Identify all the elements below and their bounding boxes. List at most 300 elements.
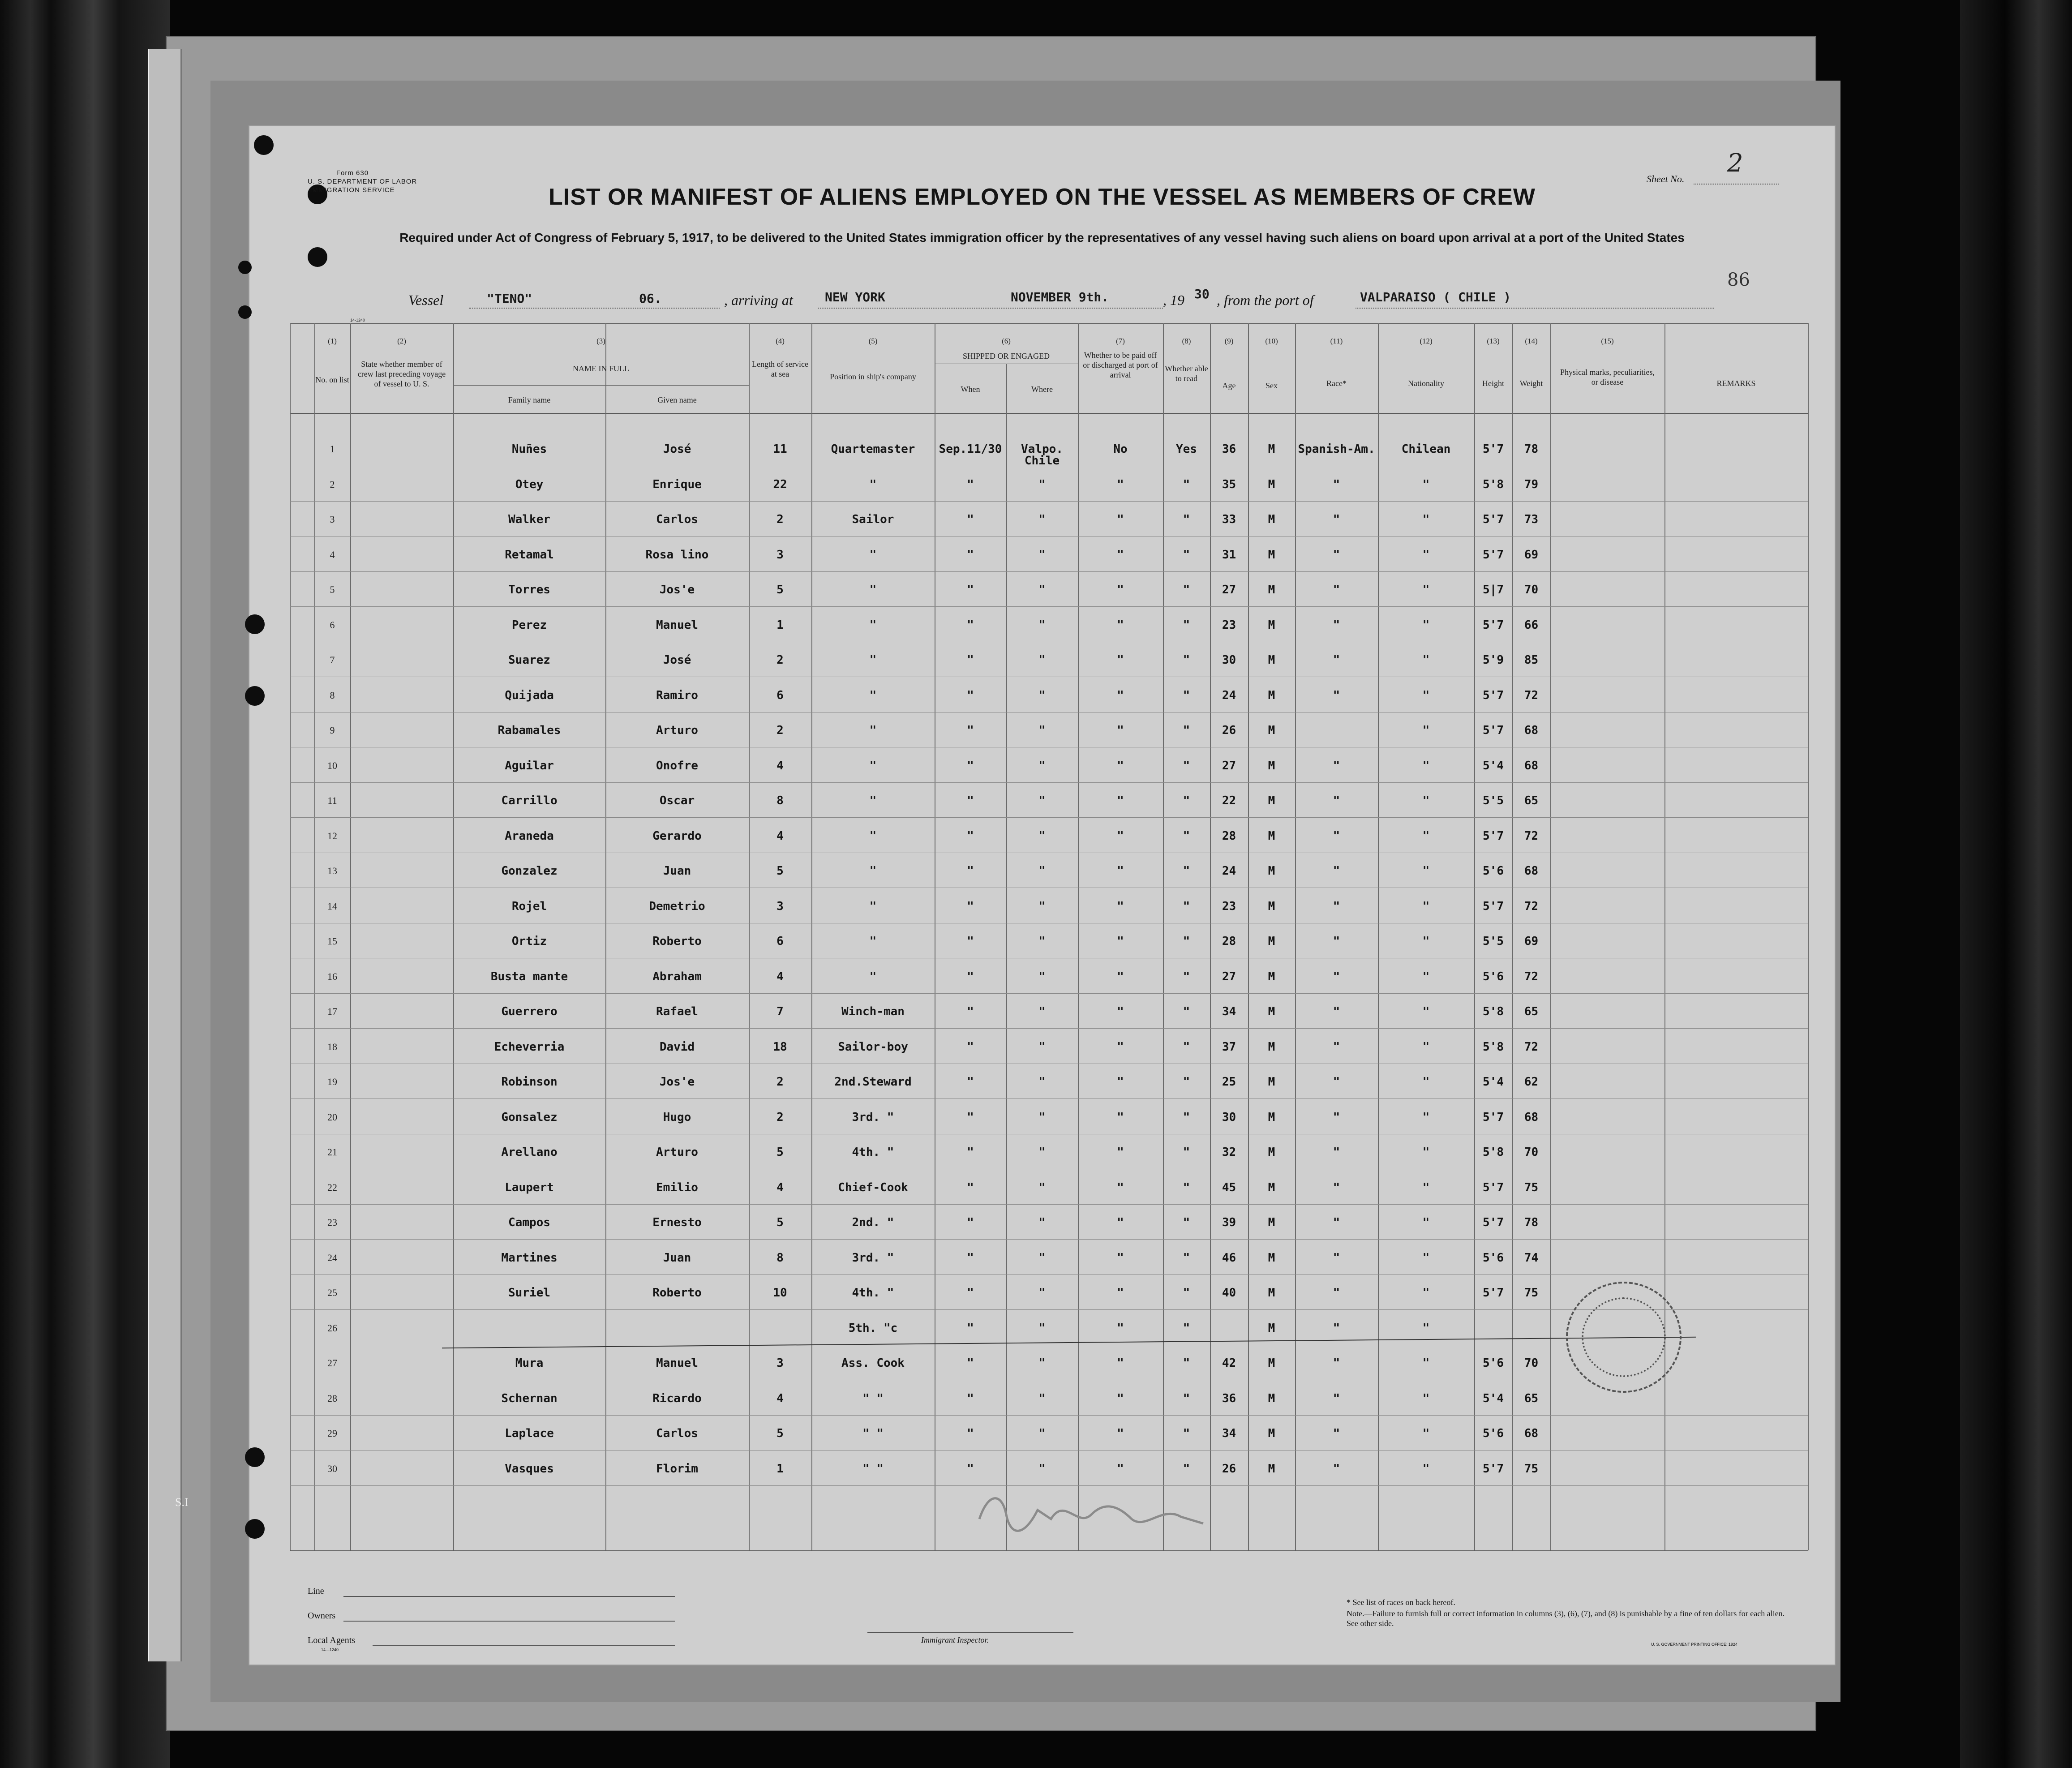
- given-name-cell: Ramiro: [656, 689, 698, 702]
- paid-off-cell: No: [1113, 442, 1128, 456]
- row-number: 18: [327, 1041, 337, 1052]
- age-cell: 46: [1222, 1251, 1236, 1265]
- weight-cell: 85: [1524, 653, 1539, 667]
- read-cell: ": [1183, 1427, 1190, 1440]
- header-read: Whether able to read: [1165, 364, 1208, 383]
- given-name-cell: Carlos: [656, 513, 698, 526]
- age-cell: 36: [1222, 1392, 1236, 1405]
- length-cell: 3: [776, 1356, 784, 1370]
- sex-cell: M: [1268, 1322, 1275, 1335]
- where-cell: ": [1038, 1392, 1046, 1405]
- length-cell: 7: [776, 1005, 784, 1018]
- race-cell: ": [1333, 864, 1340, 878]
- position-cell: ": [869, 618, 877, 632]
- signature-scribble: [975, 1488, 1208, 1548]
- row-number: 30: [327, 1463, 337, 1474]
- arrival-year: 30: [1194, 287, 1210, 301]
- position-cell: 5th. "c: [848, 1322, 898, 1335]
- read-cell: ": [1183, 1005, 1190, 1018]
- paid-off-cell: ": [1117, 970, 1124, 983]
- sex-cell: M: [1268, 1040, 1275, 1054]
- given-name-cell: Ernesto: [652, 1216, 702, 1229]
- when-cell: ": [967, 1146, 974, 1159]
- inspector-label: Immigrant Inspector.: [921, 1635, 989, 1644]
- race-cell: ": [1333, 513, 1340, 526]
- column-number: (4): [776, 337, 785, 345]
- age-cell: 27: [1222, 583, 1236, 596]
- nationality-cell: ": [1422, 759, 1430, 772]
- length-cell: 2: [776, 1111, 784, 1124]
- column-number: (9): [1224, 337, 1234, 345]
- read-cell: ": [1183, 1146, 1190, 1159]
- given-name-cell: Gerardo: [652, 829, 702, 843]
- scan-edge-right: [1960, 0, 2072, 1768]
- paid-off-cell: ": [1117, 1146, 1124, 1159]
- paid-off-cell: ": [1117, 478, 1124, 491]
- header-given: Given name: [657, 395, 697, 404]
- where-cell: ": [1038, 794, 1046, 807]
- when-cell: ": [967, 794, 974, 807]
- where-cell: ": [1038, 618, 1046, 632]
- position-cell: " ": [862, 1392, 884, 1405]
- family-name-cell: Guerrero: [501, 1005, 558, 1018]
- vessel-underline: [469, 308, 720, 309]
- paid-off-cell: ": [1117, 759, 1124, 772]
- race-cell: ": [1333, 1427, 1340, 1440]
- position-cell: Sailor-boy: [838, 1040, 908, 1054]
- weight-cell: 70: [1524, 1356, 1539, 1370]
- table-top-rule: [290, 323, 1808, 324]
- paid-off-cell: ": [1117, 1111, 1124, 1124]
- nationality-cell: ": [1422, 1462, 1430, 1476]
- age-cell: 45: [1222, 1181, 1236, 1194]
- weight-cell: 69: [1524, 548, 1539, 562]
- form-id-line: IMMIGRATION SERVICE: [310, 186, 395, 194]
- where-cell: ": [1038, 1111, 1046, 1124]
- age-cell: 42: [1222, 1356, 1236, 1370]
- header-state: State whether member of crew last preceding voyage of vessel to U. S.: [357, 360, 446, 388]
- family-name-cell: Araneda: [505, 829, 554, 843]
- age-cell: 40: [1222, 1286, 1236, 1300]
- length-cell: 3: [776, 548, 784, 562]
- arriving-label: , arriving at: [724, 292, 793, 308]
- weight-cell: 72: [1524, 900, 1539, 913]
- read-cell: ": [1183, 618, 1190, 632]
- column-number: (11): [1330, 337, 1343, 345]
- column-number: (8): [1182, 337, 1191, 345]
- race-cell: ": [1333, 1251, 1340, 1265]
- arrival-port: NEW YORK: [825, 290, 885, 305]
- scan-edge-left: [0, 0, 170, 1768]
- where-cell: ": [1038, 1286, 1046, 1300]
- where-cell: ": [1038, 653, 1046, 667]
- race-cell: ": [1333, 1075, 1340, 1089]
- column-number: (7): [1116, 337, 1125, 345]
- weight-cell: 78: [1524, 1216, 1539, 1229]
- given-name-cell: Arturo: [656, 724, 698, 737]
- position-cell: " ": [862, 1427, 884, 1440]
- sex-cell: M: [1268, 618, 1275, 632]
- nationality-cell: ": [1422, 1322, 1430, 1335]
- race-cell: ": [1333, 1040, 1340, 1054]
- sex-cell: M: [1268, 513, 1275, 526]
- row-number: 14: [327, 901, 337, 912]
- header-no: No. on list: [315, 375, 349, 384]
- inspector-rule: [867, 1632, 1073, 1633]
- given-name-cell: Ricardo: [652, 1392, 702, 1405]
- header-sex: Sex: [1266, 381, 1278, 390]
- family-name-cell: Gonsalez: [501, 1111, 558, 1124]
- race-cell: ": [1333, 1356, 1340, 1370]
- row-number: 10: [327, 760, 337, 771]
- length-cell: 4: [776, 829, 784, 843]
- row-number: 5: [330, 584, 335, 595]
- position-cell: ": [869, 689, 877, 702]
- given-name-cell: Oscar: [659, 794, 695, 807]
- when-cell: ": [967, 1392, 974, 1405]
- height-cell: 5'4: [1483, 1392, 1504, 1405]
- height-cell: 5'7: [1483, 1181, 1504, 1194]
- row-rule: [290, 606, 1808, 607]
- paid-off-cell: ": [1117, 829, 1124, 843]
- family-name-cell: Laupert: [505, 1181, 554, 1194]
- when-cell: ": [967, 1356, 974, 1370]
- paid-off-cell: ": [1117, 583, 1124, 596]
- vessel-label: Vessel: [408, 292, 444, 308]
- length-cell: 8: [776, 1251, 784, 1265]
- weight-cell: 79: [1524, 478, 1539, 491]
- given-name-cell: Juan: [663, 1251, 691, 1265]
- sex-cell: M: [1268, 1005, 1275, 1018]
- given-name-cell: Jos'e: [659, 583, 695, 596]
- family-name-cell: Perez: [511, 618, 547, 632]
- when-cell: ": [967, 864, 974, 878]
- position-cell: 3rd. ": [852, 1111, 894, 1124]
- sex-cell: M: [1268, 1462, 1275, 1476]
- from-label: , from the port of: [1217, 292, 1314, 308]
- nationality-cell: ": [1422, 1392, 1430, 1405]
- height-cell: 5'7: [1483, 1286, 1504, 1300]
- when-cell: ": [967, 1181, 974, 1194]
- length-cell: 5: [776, 1146, 784, 1159]
- when-cell: ": [967, 548, 974, 562]
- where-cell: ": [1038, 1216, 1046, 1229]
- position-cell: Winch-man: [841, 1005, 905, 1018]
- punch-hole: [245, 1519, 265, 1539]
- height-cell: 5'6: [1483, 1356, 1504, 1370]
- race-cell: ": [1333, 935, 1340, 948]
- length-cell: 2: [776, 1075, 784, 1089]
- row-rule: [290, 817, 1808, 818]
- row-number: 4: [330, 549, 335, 560]
- given-name-cell: Rafael: [656, 1005, 698, 1018]
- where-cell: ": [1038, 900, 1046, 913]
- length-cell: 22: [773, 478, 787, 491]
- position-cell: ": [869, 759, 877, 772]
- weight-cell: 68: [1524, 864, 1539, 878]
- given-name-cell: Emilio: [656, 1181, 698, 1194]
- height-cell: 5'7: [1483, 1216, 1504, 1229]
- row-number: 27: [327, 1357, 337, 1369]
- age-cell: 22: [1222, 794, 1236, 807]
- height-cell: 5'7: [1483, 1462, 1504, 1476]
- when-cell: ": [967, 1040, 974, 1054]
- paid-off-cell: ": [1117, 900, 1124, 913]
- height-cell: 5'4: [1483, 759, 1504, 772]
- read-cell: ": [1183, 759, 1190, 772]
- strikethrough-row-26: [442, 1337, 1696, 1348]
- family-name-cell: Quijada: [505, 689, 554, 702]
- read-cell: ": [1183, 1181, 1190, 1194]
- paid-off-cell: ": [1117, 689, 1124, 702]
- age-cell: 30: [1222, 653, 1236, 667]
- family-name-cell: Aguilar: [505, 759, 554, 772]
- family-name-cell: Otey: [515, 478, 544, 491]
- when-cell: ": [967, 1075, 974, 1089]
- footer-line-rule: [343, 1596, 675, 1597]
- sex-cell: M: [1268, 1427, 1275, 1440]
- where-cell: Valpo.: [1021, 442, 1063, 456]
- row-number: 19: [327, 1076, 337, 1087]
- nationality-cell: ": [1422, 1111, 1430, 1124]
- when-cell: ": [967, 583, 974, 596]
- family-name-cell: Echeverria: [494, 1040, 565, 1054]
- binder-strip: [148, 49, 189, 1661]
- row-number: 17: [327, 1006, 337, 1017]
- age-cell: 24: [1222, 689, 1236, 702]
- given-name-cell: José: [663, 442, 691, 456]
- age-cell: 34: [1222, 1427, 1236, 1440]
- race-cell: ": [1333, 583, 1340, 596]
- sex-cell: M: [1268, 1181, 1275, 1194]
- race-cell: ": [1333, 900, 1340, 913]
- age-cell: 28: [1222, 829, 1236, 843]
- where-cell: ": [1038, 1005, 1046, 1018]
- where-cell: ": [1038, 1356, 1046, 1370]
- position-cell: " ": [862, 1462, 884, 1476]
- row-number: 12: [327, 830, 337, 841]
- year-prefix: , 19: [1163, 292, 1184, 308]
- position-cell: ": [869, 829, 877, 843]
- weight-cell: 69: [1524, 935, 1539, 948]
- column-rule: [290, 323, 291, 1550]
- sex-cell: M: [1268, 548, 1275, 562]
- nationality-cell: Chilean: [1401, 442, 1451, 456]
- footnote-races: * See list of races on back hereof.: [1347, 1598, 1455, 1607]
- position-cell: 2nd.Steward: [834, 1075, 912, 1089]
- row-rule: [290, 1028, 1808, 1029]
- read-cell: ": [1183, 864, 1190, 878]
- when-cell: ": [967, 1427, 974, 1440]
- when-cell: ": [967, 935, 974, 948]
- given-name-cell: Manuel: [656, 1356, 698, 1370]
- vessel-name: "TENO": [487, 291, 532, 306]
- height-cell: 5'6: [1483, 970, 1504, 983]
- weight-cell: 65: [1524, 794, 1539, 807]
- nationality-cell: ": [1422, 1040, 1430, 1054]
- length-cell: 3: [776, 900, 784, 913]
- paid-off-cell: ": [1117, 724, 1124, 737]
- punch-hole: [254, 135, 274, 155]
- age-cell: 23: [1222, 900, 1236, 913]
- age-cell: 39: [1222, 1216, 1236, 1229]
- header-race: Race*: [1326, 379, 1347, 388]
- age-cell: 30: [1222, 1111, 1236, 1124]
- age-cell: 36: [1222, 442, 1236, 456]
- race-cell: ": [1333, 1181, 1340, 1194]
- column-number: (14): [1525, 337, 1538, 345]
- when-cell: ": [967, 1005, 974, 1018]
- given-name-cell: Rosa lino: [645, 548, 709, 562]
- where-country-cell: Chile: [1024, 454, 1060, 468]
- family-name-cell: Campos: [508, 1216, 550, 1229]
- punch-hole: [308, 247, 327, 267]
- race-cell: ": [1333, 1392, 1340, 1405]
- weight-cell: 65: [1524, 1392, 1539, 1405]
- paid-off-cell: ": [1117, 1356, 1124, 1370]
- given-name-cell: Onofre: [656, 759, 698, 772]
- nationality-cell: ": [1422, 970, 1430, 983]
- position-cell: ": [869, 548, 877, 562]
- header-family: Family name: [508, 395, 551, 404]
- header-paid: Whether to be paid off or discharged at port of arrival: [1083, 351, 1158, 379]
- family-name-cell: Schernan: [501, 1392, 558, 1405]
- length-cell: 4: [776, 970, 784, 983]
- weight-cell: 66: [1524, 618, 1539, 632]
- given-name-cell: Florim: [656, 1462, 698, 1476]
- read-cell: ": [1183, 548, 1190, 562]
- nationality-cell: ": [1422, 1427, 1430, 1440]
- where-cell: ": [1038, 1251, 1046, 1265]
- header-age: Age: [1222, 381, 1236, 390]
- race-cell: ": [1333, 1286, 1340, 1300]
- sex-cell: M: [1268, 1356, 1275, 1370]
- paid-off-cell: ": [1117, 1251, 1124, 1265]
- nationality-cell: ": [1422, 935, 1430, 948]
- when-cell: ": [967, 618, 974, 632]
- height-cell: 5'5: [1483, 935, 1504, 948]
- nationality-cell: ": [1422, 478, 1430, 491]
- manifest-page: [249, 125, 1836, 1665]
- row-number: 24: [327, 1252, 337, 1263]
- weight-cell: 72: [1524, 970, 1539, 983]
- header-length: Length of service at sea: [752, 360, 808, 378]
- column-rule: [350, 323, 351, 1550]
- where-cell: ": [1038, 1322, 1046, 1335]
- when-cell: ": [967, 1216, 974, 1229]
- height-cell: 5'7: [1483, 829, 1504, 843]
- manifest-title: LIST OR MANIFEST OF ALIENS EMPLOYED ON THE VESSEL AS MEMBERS OF CREW: [549, 184, 1536, 210]
- length-cell: 5: [776, 583, 784, 596]
- read-cell: ": [1183, 970, 1190, 983]
- family-name-cell: Suarez: [508, 653, 550, 667]
- where-cell: ": [1038, 970, 1046, 983]
- height-cell: 5'6: [1483, 1251, 1504, 1265]
- read-cell: ": [1183, 689, 1190, 702]
- weight-cell: 70: [1524, 1146, 1539, 1159]
- nationality-cell: ": [1422, 1181, 1430, 1194]
- when-cell: ": [967, 759, 974, 772]
- length-cell: 18: [773, 1040, 787, 1054]
- position-cell: Sailor: [852, 513, 894, 526]
- age-cell: 23: [1222, 618, 1236, 632]
- column-number: (13): [1487, 337, 1500, 345]
- paid-off-cell: ": [1117, 1322, 1124, 1335]
- nationality-cell: ": [1422, 900, 1430, 913]
- nationality-cell: ": [1422, 794, 1430, 807]
- family-name-cell: Arellano: [501, 1146, 558, 1159]
- nationality-cell: ": [1422, 618, 1430, 632]
- length-cell: 4: [776, 1181, 784, 1194]
- read-cell: ": [1183, 1111, 1190, 1124]
- length-cell: 2: [776, 724, 784, 737]
- nationality-cell: ": [1422, 1146, 1430, 1159]
- read-cell: ": [1183, 1251, 1190, 1265]
- given-name-cell: David: [659, 1040, 695, 1054]
- age-cell: 24: [1222, 864, 1236, 878]
- family-name-cell: Gonzalez: [501, 864, 558, 878]
- weight-cell: 73: [1524, 513, 1539, 526]
- sex-cell: M: [1268, 1286, 1275, 1300]
- header-where: Where: [1031, 385, 1053, 394]
- read-cell: ": [1183, 583, 1190, 596]
- column-number: (6): [1002, 337, 1011, 345]
- punch-hole: [238, 305, 252, 319]
- sex-cell: M: [1268, 1146, 1275, 1159]
- row-number: 25: [327, 1287, 337, 1298]
- row-number: 16: [327, 971, 337, 982]
- column-number: (15): [1601, 337, 1614, 345]
- column-number: (5): [868, 337, 878, 345]
- weight-cell: 75: [1524, 1462, 1539, 1476]
- when-cell: ": [967, 724, 974, 737]
- age-cell: 33: [1222, 513, 1236, 526]
- when-cell: ": [967, 970, 974, 983]
- family-name-cell: Robinson: [501, 1075, 558, 1089]
- race-cell: ": [1333, 548, 1340, 562]
- nationality-cell: ": [1422, 513, 1430, 526]
- punch-hole: [238, 261, 252, 274]
- header-when: When: [961, 385, 980, 394]
- given-name-cell: Roberto: [652, 1286, 702, 1300]
- family-name-cell: Vasques: [505, 1462, 554, 1476]
- row-number: 7: [330, 654, 335, 665]
- header-height: Height: [1482, 379, 1504, 388]
- weight-cell: 62: [1524, 1075, 1539, 1089]
- where-cell: ": [1038, 864, 1046, 878]
- header-remarks: REMARKS: [1716, 379, 1756, 388]
- weight-cell: 68: [1524, 1427, 1539, 1440]
- weight-cell: 68: [1524, 1111, 1539, 1124]
- header-shipped: SHIPPED OR ENGAGED: [962, 352, 1050, 360]
- race-cell: ": [1333, 794, 1340, 807]
- row-number: 1: [330, 443, 335, 455]
- paid-off-cell: ": [1117, 1427, 1124, 1440]
- footer-owners-label: Owners: [308, 1611, 336, 1621]
- weight-cell: 78: [1524, 442, 1539, 456]
- nationality-cell: ": [1422, 1005, 1430, 1018]
- sex-cell: M: [1268, 1216, 1275, 1229]
- height-cell: 5'7: [1483, 689, 1504, 702]
- paid-off-cell: ": [1117, 548, 1124, 562]
- row-number: 29: [327, 1428, 337, 1439]
- column-number: (2): [397, 337, 406, 345]
- height-cell: 5'9: [1483, 653, 1504, 667]
- column-number: (12): [1420, 337, 1433, 345]
- age-cell: 34: [1222, 1005, 1236, 1018]
- length-cell: 10: [773, 1286, 787, 1300]
- weight-cell: 72: [1524, 689, 1539, 702]
